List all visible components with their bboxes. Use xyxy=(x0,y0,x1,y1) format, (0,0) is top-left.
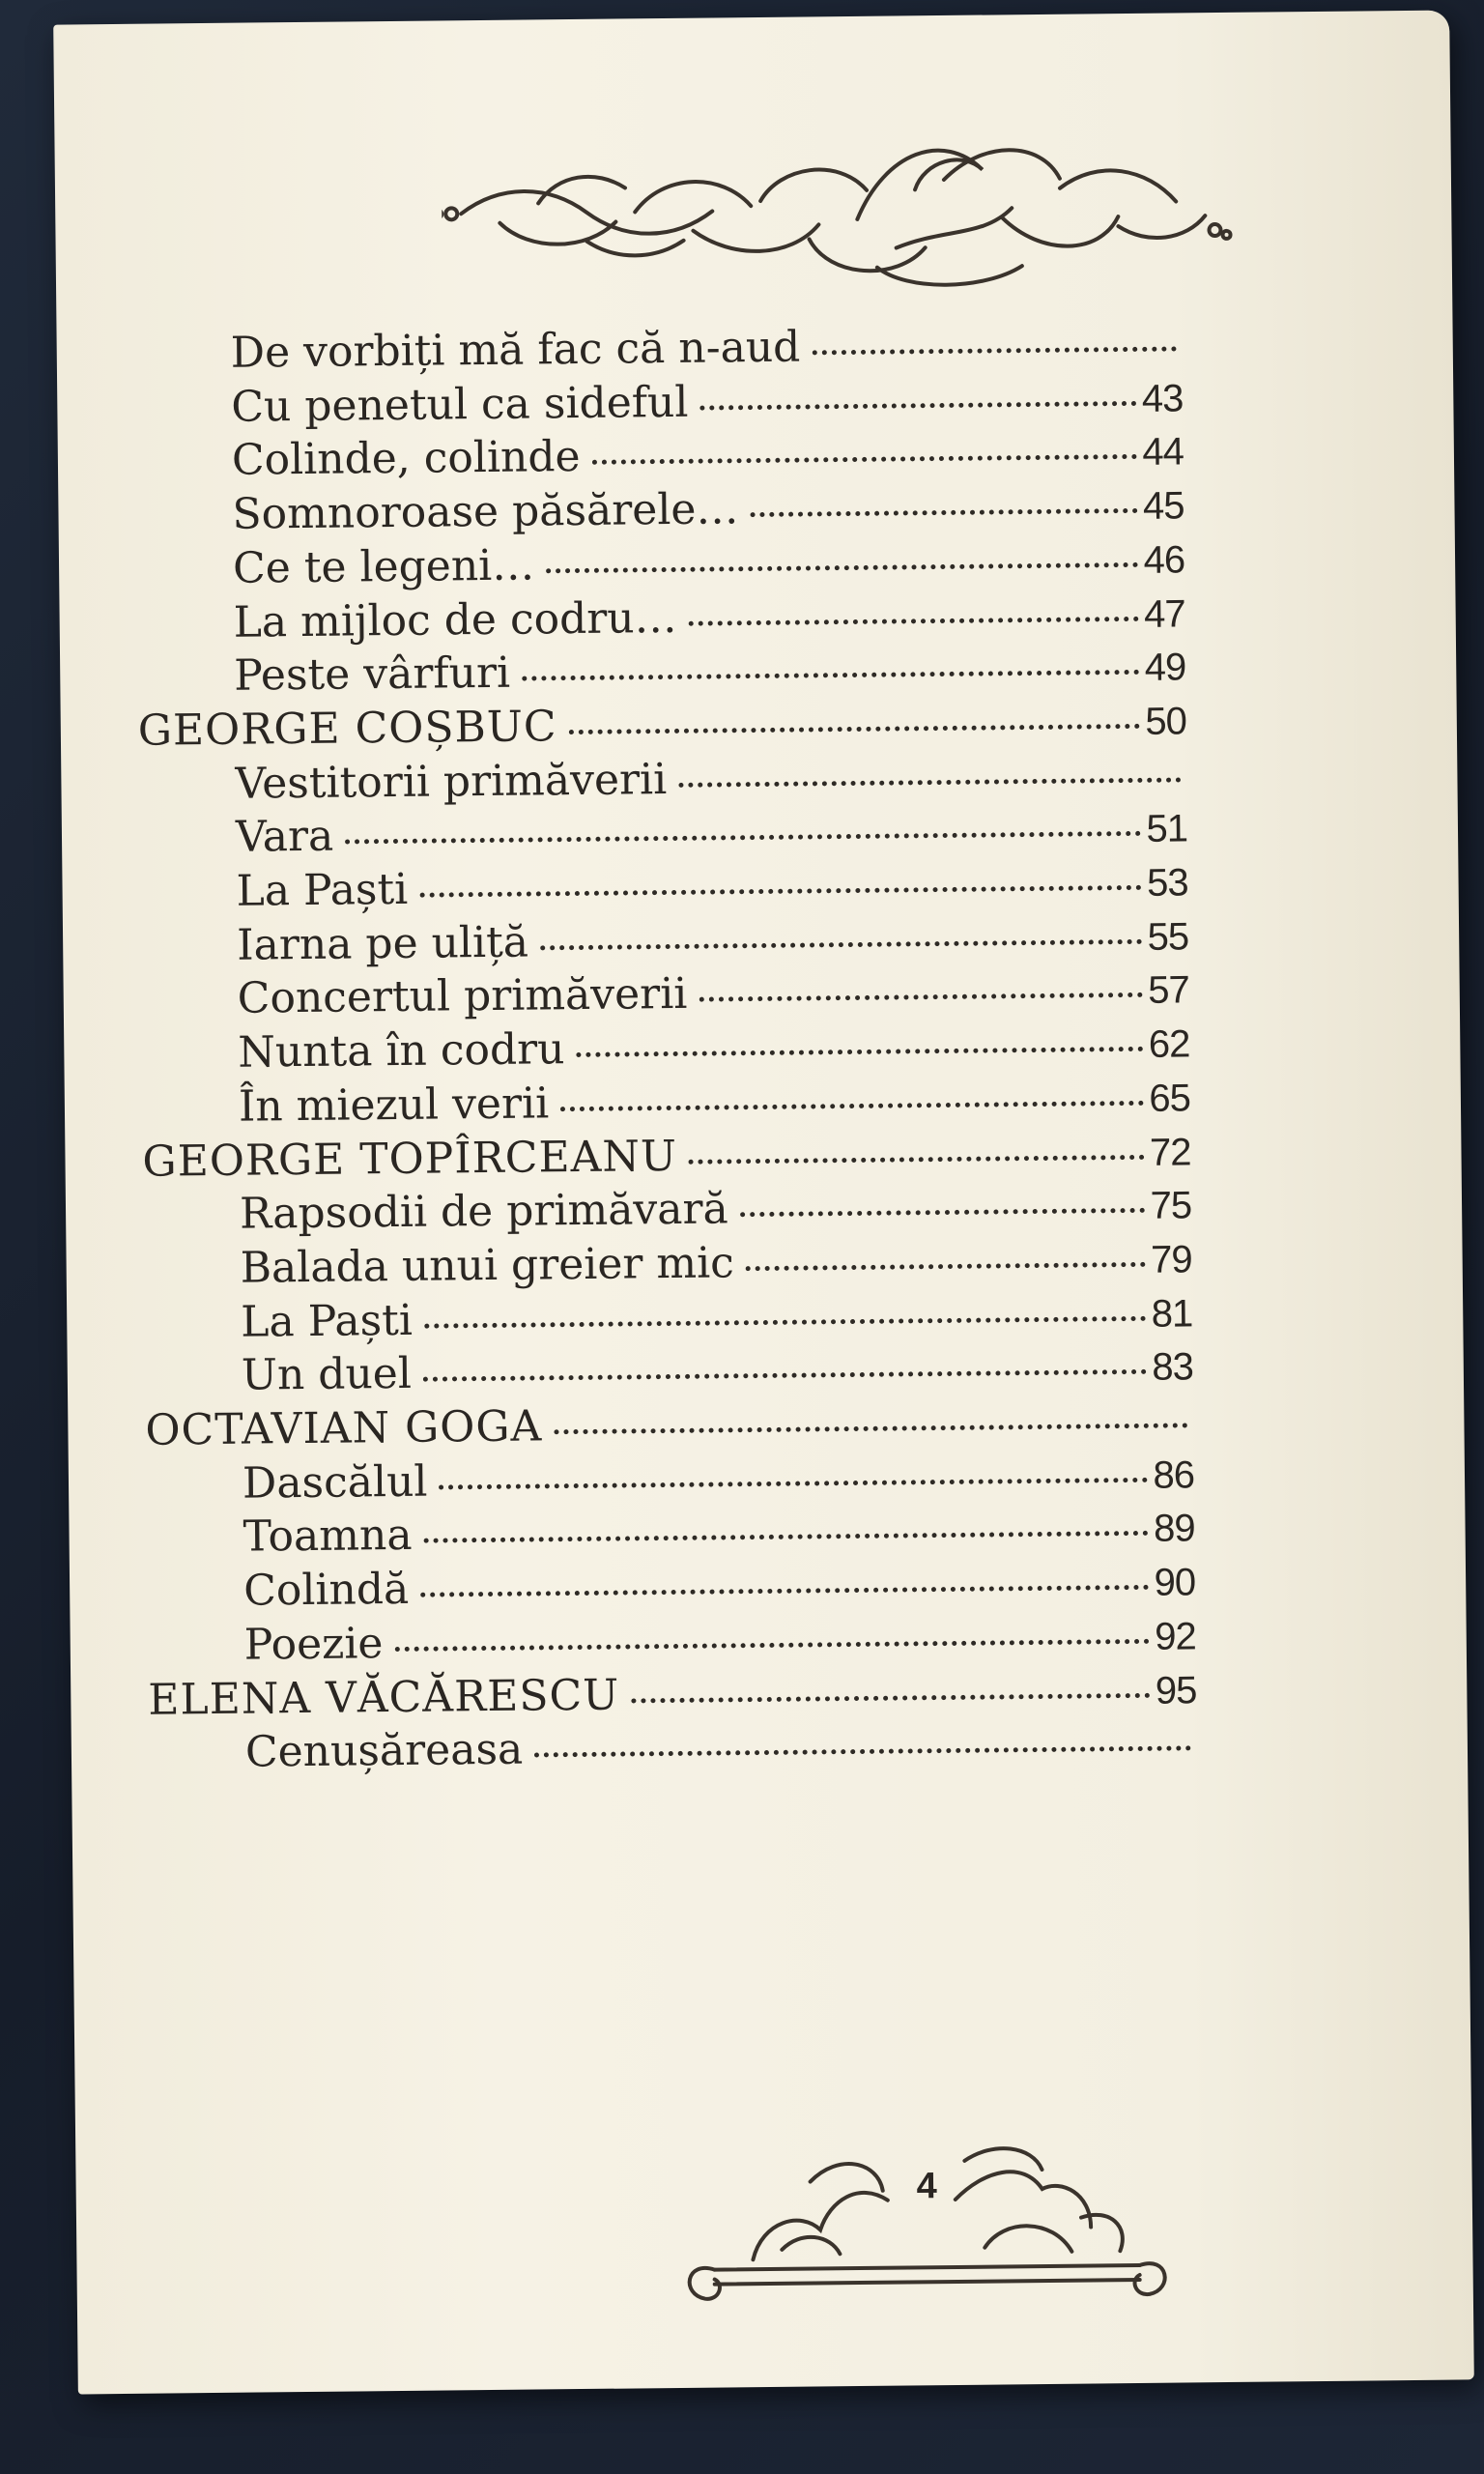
toc-row xyxy=(240,1291,1193,1347)
dot-leader xyxy=(569,724,1140,734)
dot-leader xyxy=(750,508,1137,517)
dot-leader xyxy=(522,670,1139,681)
dot-leader xyxy=(419,885,1141,898)
poem-title: La Paști xyxy=(240,1295,414,1347)
dot-leader xyxy=(631,1692,1150,1703)
author-name: OCTAVIAN GOGA xyxy=(145,1401,543,1455)
toc-row xyxy=(236,914,1189,970)
poem-title: Cenușăreasa xyxy=(244,1724,524,1777)
page-ref: 55 xyxy=(1147,915,1189,959)
poem-title: Nunta în codru xyxy=(238,1024,565,1078)
poem-title: La mijloc de codru… xyxy=(233,592,677,647)
poem-title: Cu penetul ca sideful xyxy=(231,377,689,432)
toc-row xyxy=(243,1507,1195,1563)
toc-row xyxy=(244,1722,1197,1777)
dot-leader xyxy=(577,1047,1143,1057)
poem-title: Rapsodii de primăvară xyxy=(239,1184,729,1239)
dot-leader xyxy=(540,939,1142,951)
dot-leader xyxy=(812,346,1176,355)
dot-leader xyxy=(423,1369,1146,1382)
author-name: GEORGE TOPÎRCEANU xyxy=(142,1131,678,1187)
toc-row xyxy=(230,322,1183,378)
header-ornament-icon xyxy=(441,109,1235,311)
page-ref: 79 xyxy=(1150,1238,1192,1281)
dot-leader xyxy=(699,401,1135,411)
dot-leader xyxy=(345,831,1140,845)
toc-row xyxy=(242,1453,1195,1509)
dot-leader xyxy=(546,562,1137,573)
dot-leader xyxy=(678,777,1181,787)
toc-row xyxy=(235,753,1186,809)
page-ref: 95 xyxy=(1155,1668,1197,1712)
toc-row xyxy=(233,646,1186,701)
dot-leader xyxy=(554,1423,1187,1434)
poem-title: Toamna xyxy=(243,1510,413,1563)
author-name: ELENA VĂCĂRESCU xyxy=(148,1670,620,1725)
poem-title: Poezie xyxy=(243,1618,384,1670)
page-ref: 44 xyxy=(1142,430,1184,475)
poem-title: Ce te legeni… xyxy=(232,540,535,593)
page-number: 4 xyxy=(916,2166,938,2207)
page-ref: 53 xyxy=(1146,861,1188,905)
poem-title: Peste vârfuri xyxy=(233,647,511,701)
dot-leader xyxy=(689,1154,1144,1164)
page-ref: 75 xyxy=(1150,1184,1192,1227)
poem-title: Vestitorii primăverii xyxy=(235,754,668,809)
page-ref: 89 xyxy=(1153,1507,1195,1551)
dot-leader xyxy=(424,1315,1146,1328)
poem-title: De vorbiți mă fac că n-aud xyxy=(230,322,801,378)
page-ref: 81 xyxy=(1151,1291,1193,1336)
toc-row xyxy=(233,591,1185,647)
poem-title: Balada unui greier mic xyxy=(240,1238,735,1293)
page-ref: 92 xyxy=(1154,1615,1196,1658)
dot-leader xyxy=(439,1478,1147,1490)
dot-leader xyxy=(420,1585,1148,1597)
toc-row xyxy=(232,537,1185,593)
toc-row xyxy=(236,860,1188,916)
dot-leader xyxy=(699,992,1142,1002)
dot-leader xyxy=(740,1208,1145,1217)
page-ref: 62 xyxy=(1148,1022,1190,1066)
poem-title: Iarna pe uliță xyxy=(236,917,529,970)
toc-row xyxy=(231,430,1184,486)
poem-title: În miezul verii xyxy=(238,1079,550,1132)
dot-leader xyxy=(689,616,1139,625)
dot-leader xyxy=(424,1531,1149,1543)
page-ref: 47 xyxy=(1143,591,1185,636)
poem-title: Concertul primăverii xyxy=(237,969,688,1024)
poem-title: Un duel xyxy=(241,1349,413,1400)
page-ref: 83 xyxy=(1152,1345,1194,1390)
toc-row xyxy=(241,1345,1194,1400)
page-ref: 46 xyxy=(1143,538,1185,582)
page-ref: 90 xyxy=(1154,1561,1196,1604)
dot-leader xyxy=(394,1639,1149,1652)
page-ref: 86 xyxy=(1153,1453,1195,1497)
page-ref: 72 xyxy=(1149,1130,1191,1174)
toc-author-row xyxy=(148,1668,1197,1725)
toc-row xyxy=(243,1614,1196,1670)
dot-leader xyxy=(534,1746,1191,1758)
toc-row xyxy=(231,376,1184,432)
poem-title: La Paști xyxy=(236,864,409,916)
page-ref: 50 xyxy=(1145,700,1187,743)
dot-leader xyxy=(592,454,1137,465)
toc-author-row xyxy=(142,1130,1191,1187)
page-ref: 65 xyxy=(1149,1077,1191,1120)
footer-ornament-icon xyxy=(674,2120,1179,2318)
page-ref: 57 xyxy=(1148,968,1189,1013)
dot-leader xyxy=(746,1262,1145,1271)
toc-author-row xyxy=(145,1398,1193,1455)
toc-row xyxy=(235,807,1188,862)
toc-row xyxy=(239,1184,1192,1239)
page-ref: 51 xyxy=(1146,807,1188,851)
table-of-contents xyxy=(57,322,1197,1777)
page-ref: 43 xyxy=(1141,377,1184,420)
page-ref: 45 xyxy=(1142,484,1184,528)
dot-leader xyxy=(560,1101,1143,1111)
toc-row xyxy=(243,1560,1196,1616)
toc-row xyxy=(240,1237,1192,1293)
toc-row xyxy=(232,484,1184,539)
toc-row xyxy=(237,968,1189,1024)
page-ref: 49 xyxy=(1144,646,1186,690)
poem-title: Colindă xyxy=(243,1564,410,1616)
toc-row xyxy=(238,1076,1191,1132)
toc-row xyxy=(238,1021,1190,1078)
author-name: GEORGE COȘBUC xyxy=(137,702,557,756)
poem-title: Dascălul xyxy=(242,1456,428,1509)
toc-author-row xyxy=(137,699,1187,756)
poem-title: Vara xyxy=(235,811,334,862)
book-page xyxy=(53,11,1474,2395)
poem-title: Somnoroase păsărele… xyxy=(232,484,739,539)
poem-title: Colinde, colinde xyxy=(231,432,581,486)
